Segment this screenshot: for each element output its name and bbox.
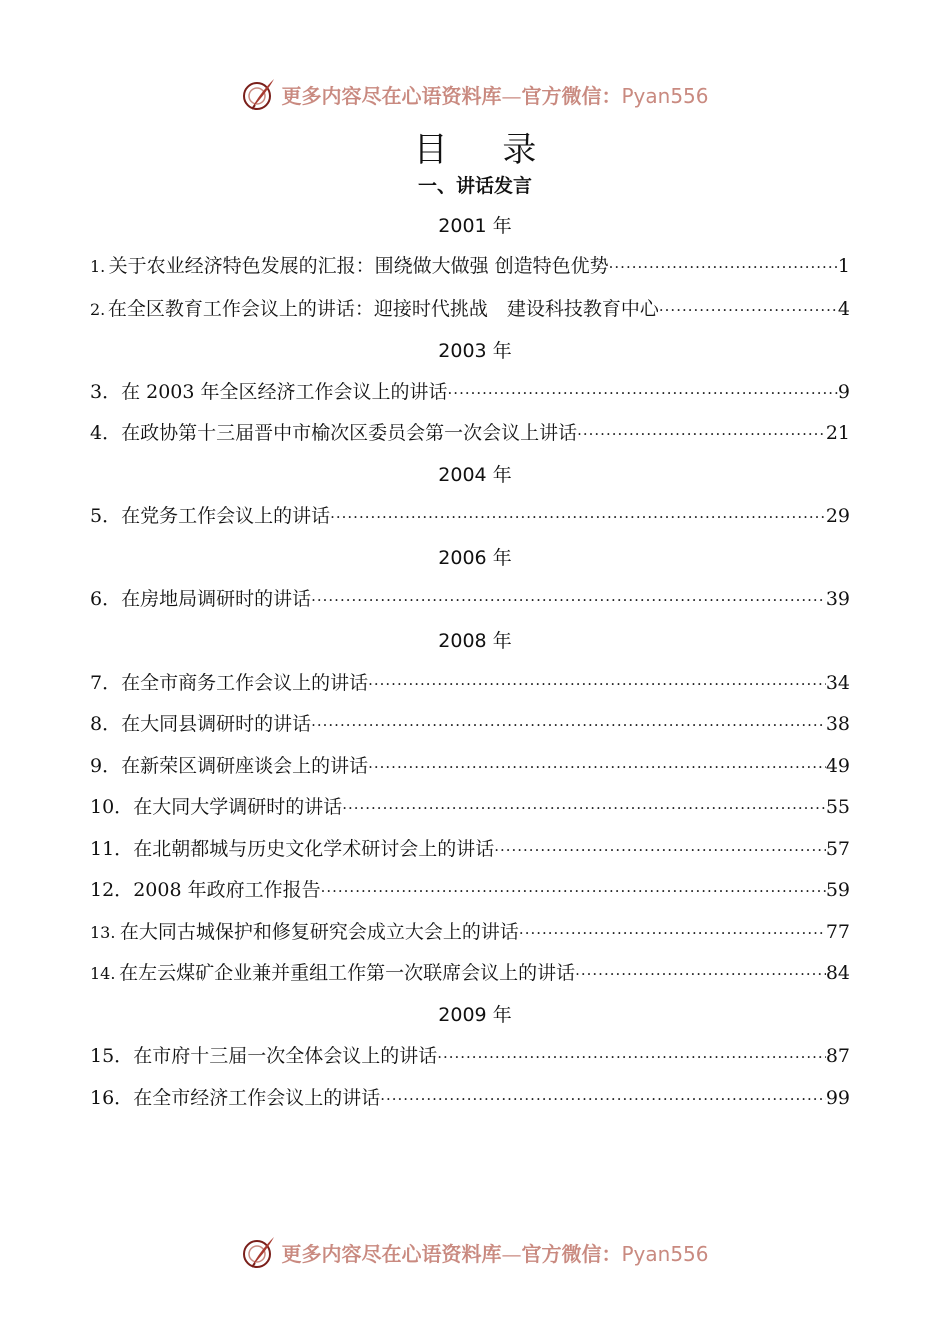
dot-leader [342,793,826,822]
entry-number: 16． [90,1087,134,1109]
entry-number: 15． [90,1045,134,1067]
entry-number: 6． [90,588,122,610]
toc-entry[interactable] [90,958,850,988]
dot-leader [575,959,826,988]
quill-logo-icon [241,1234,277,1270]
entry-title: 在市府十三届一次全体会议上的讲话 [133,1045,438,1067]
entry-title: 2008 年政府工作报告 [133,879,321,901]
entry-page: 34 [825,672,850,694]
entry-title: 在全市经济工作会议上的讲话 [133,1087,381,1109]
year-heading: 2008 年 [438,630,512,652]
dot-leader [380,1084,826,1113]
entry-page: 87 [825,1045,850,1067]
entry-title: 在新荣区调研座谈会上的讲话 [121,755,369,777]
dot-leader [448,378,838,407]
toc-entry[interactable] [90,709,850,739]
entry-title: 在党务工作会议上的讲话 [121,505,331,527]
entry-number: 2. [90,300,106,319]
dot-leader [437,1042,826,1071]
entry-page: 38 [825,713,850,735]
entry-page: 1 [837,255,850,277]
toc-entry[interactable] [90,917,850,947]
entry-page: 57 [825,838,850,860]
toc-entry[interactable] [90,1041,850,1071]
entry-number: 7． [90,672,122,694]
watermark-banner-bottom [0,1232,950,1272]
entry-title: 在大同古城保护和修复研究会成立大会上的讲话 [119,921,519,943]
entry-page: 39 [825,588,850,610]
entry-page: 9 [837,381,850,403]
year-heading: 2001 年 [438,215,512,237]
toc-entry[interactable] [90,294,850,324]
entry-title: 关于农业经济特色发展的汇报：围绕做大做强 创造特色优势 [108,255,609,277]
toc-entry[interactable] [90,1083,850,1113]
entry-number: 4． [90,422,122,444]
entry-title: 在政协第十三届晋中市榆次区委员会第一次会议上讲话 [121,422,578,444]
entry-number: 13. [90,923,116,942]
entry-title: 在大同大学调研时的讲话 [133,796,343,818]
watermark-text: 更多内容尽在心语资料库—官方微信：Pyan556 [281,83,709,108]
year-heading: 2006 年 [438,547,512,569]
dot-leader [330,502,826,531]
toc-entry[interactable] [90,501,850,531]
toc-entry[interactable] [90,251,850,281]
entry-number: 1. [90,257,106,276]
entry-title: 在全市商务工作会议上的讲话 [121,672,369,694]
entry-number: 8． [90,713,122,735]
dot-leader [577,419,826,448]
entry-number: 10． [90,796,134,818]
toc-entry[interactable] [90,875,850,905]
entry-title: 在房地局调研时的讲话 [121,588,312,610]
dot-leader [311,585,826,614]
entry-title: 在大同县调研时的讲话 [121,713,312,735]
dot-leader [368,669,826,698]
entry-title: 在左云煤矿企业兼并重组工作第一次联席会议上的讲话 [119,962,576,984]
entry-number: 11． [90,838,134,860]
dot-leader [368,752,826,781]
watermark-text: 更多内容尽在心语资料库—官方微信：Pyan556 [281,1241,709,1266]
dot-leader [321,876,826,905]
dot-leader [311,710,826,739]
entry-number: 3． [90,381,122,403]
entry-page: 59 [825,879,850,901]
entry-page: 4 [837,298,850,320]
toc-entry[interactable] [90,792,850,822]
toc-entry[interactable] [90,668,850,698]
entry-page: 29 [825,505,850,527]
entry-title: 在全区教育工作会议上的讲话：迎接时代挑战 建设科技教育中心 [107,298,659,320]
entry-page: 84 [825,962,850,984]
entry-page: 55 [825,796,850,818]
entry-number: 5． [90,505,122,527]
entry-number: 14. [90,964,116,983]
dot-leader [519,918,826,947]
page-title: 目 录 [413,130,559,170]
entry-page: 77 [825,921,850,943]
entry-title: 在北朝都城与历史文化学术研讨会上的讲话 [133,838,495,860]
toc-entry[interactable] [90,751,850,781]
watermark-banner-top [0,74,950,114]
quill-logo-icon [241,76,277,112]
entry-page: 21 [825,422,850,444]
entry-page: 49 [825,755,850,777]
dot-leader [609,252,838,281]
toc-entry[interactable] [90,834,850,864]
dot-leader [494,835,826,864]
year-heading: 2009 年 [438,1004,512,1026]
entry-number: 9． [90,755,122,777]
toc-entry[interactable] [90,377,850,407]
year-heading: 2004 年 [438,464,512,486]
year-heading: 2003 年 [438,340,512,362]
entry-title: 在 2003 年全区经济工作会议上的讲话 [121,381,448,403]
section-heading: 一、讲话发言 [417,175,532,197]
entry-page: 99 [825,1087,850,1109]
dot-leader [659,295,838,324]
entry-number: 12． [90,879,134,901]
toc-entry[interactable] [90,418,850,448]
toc-entry[interactable] [90,584,850,614]
